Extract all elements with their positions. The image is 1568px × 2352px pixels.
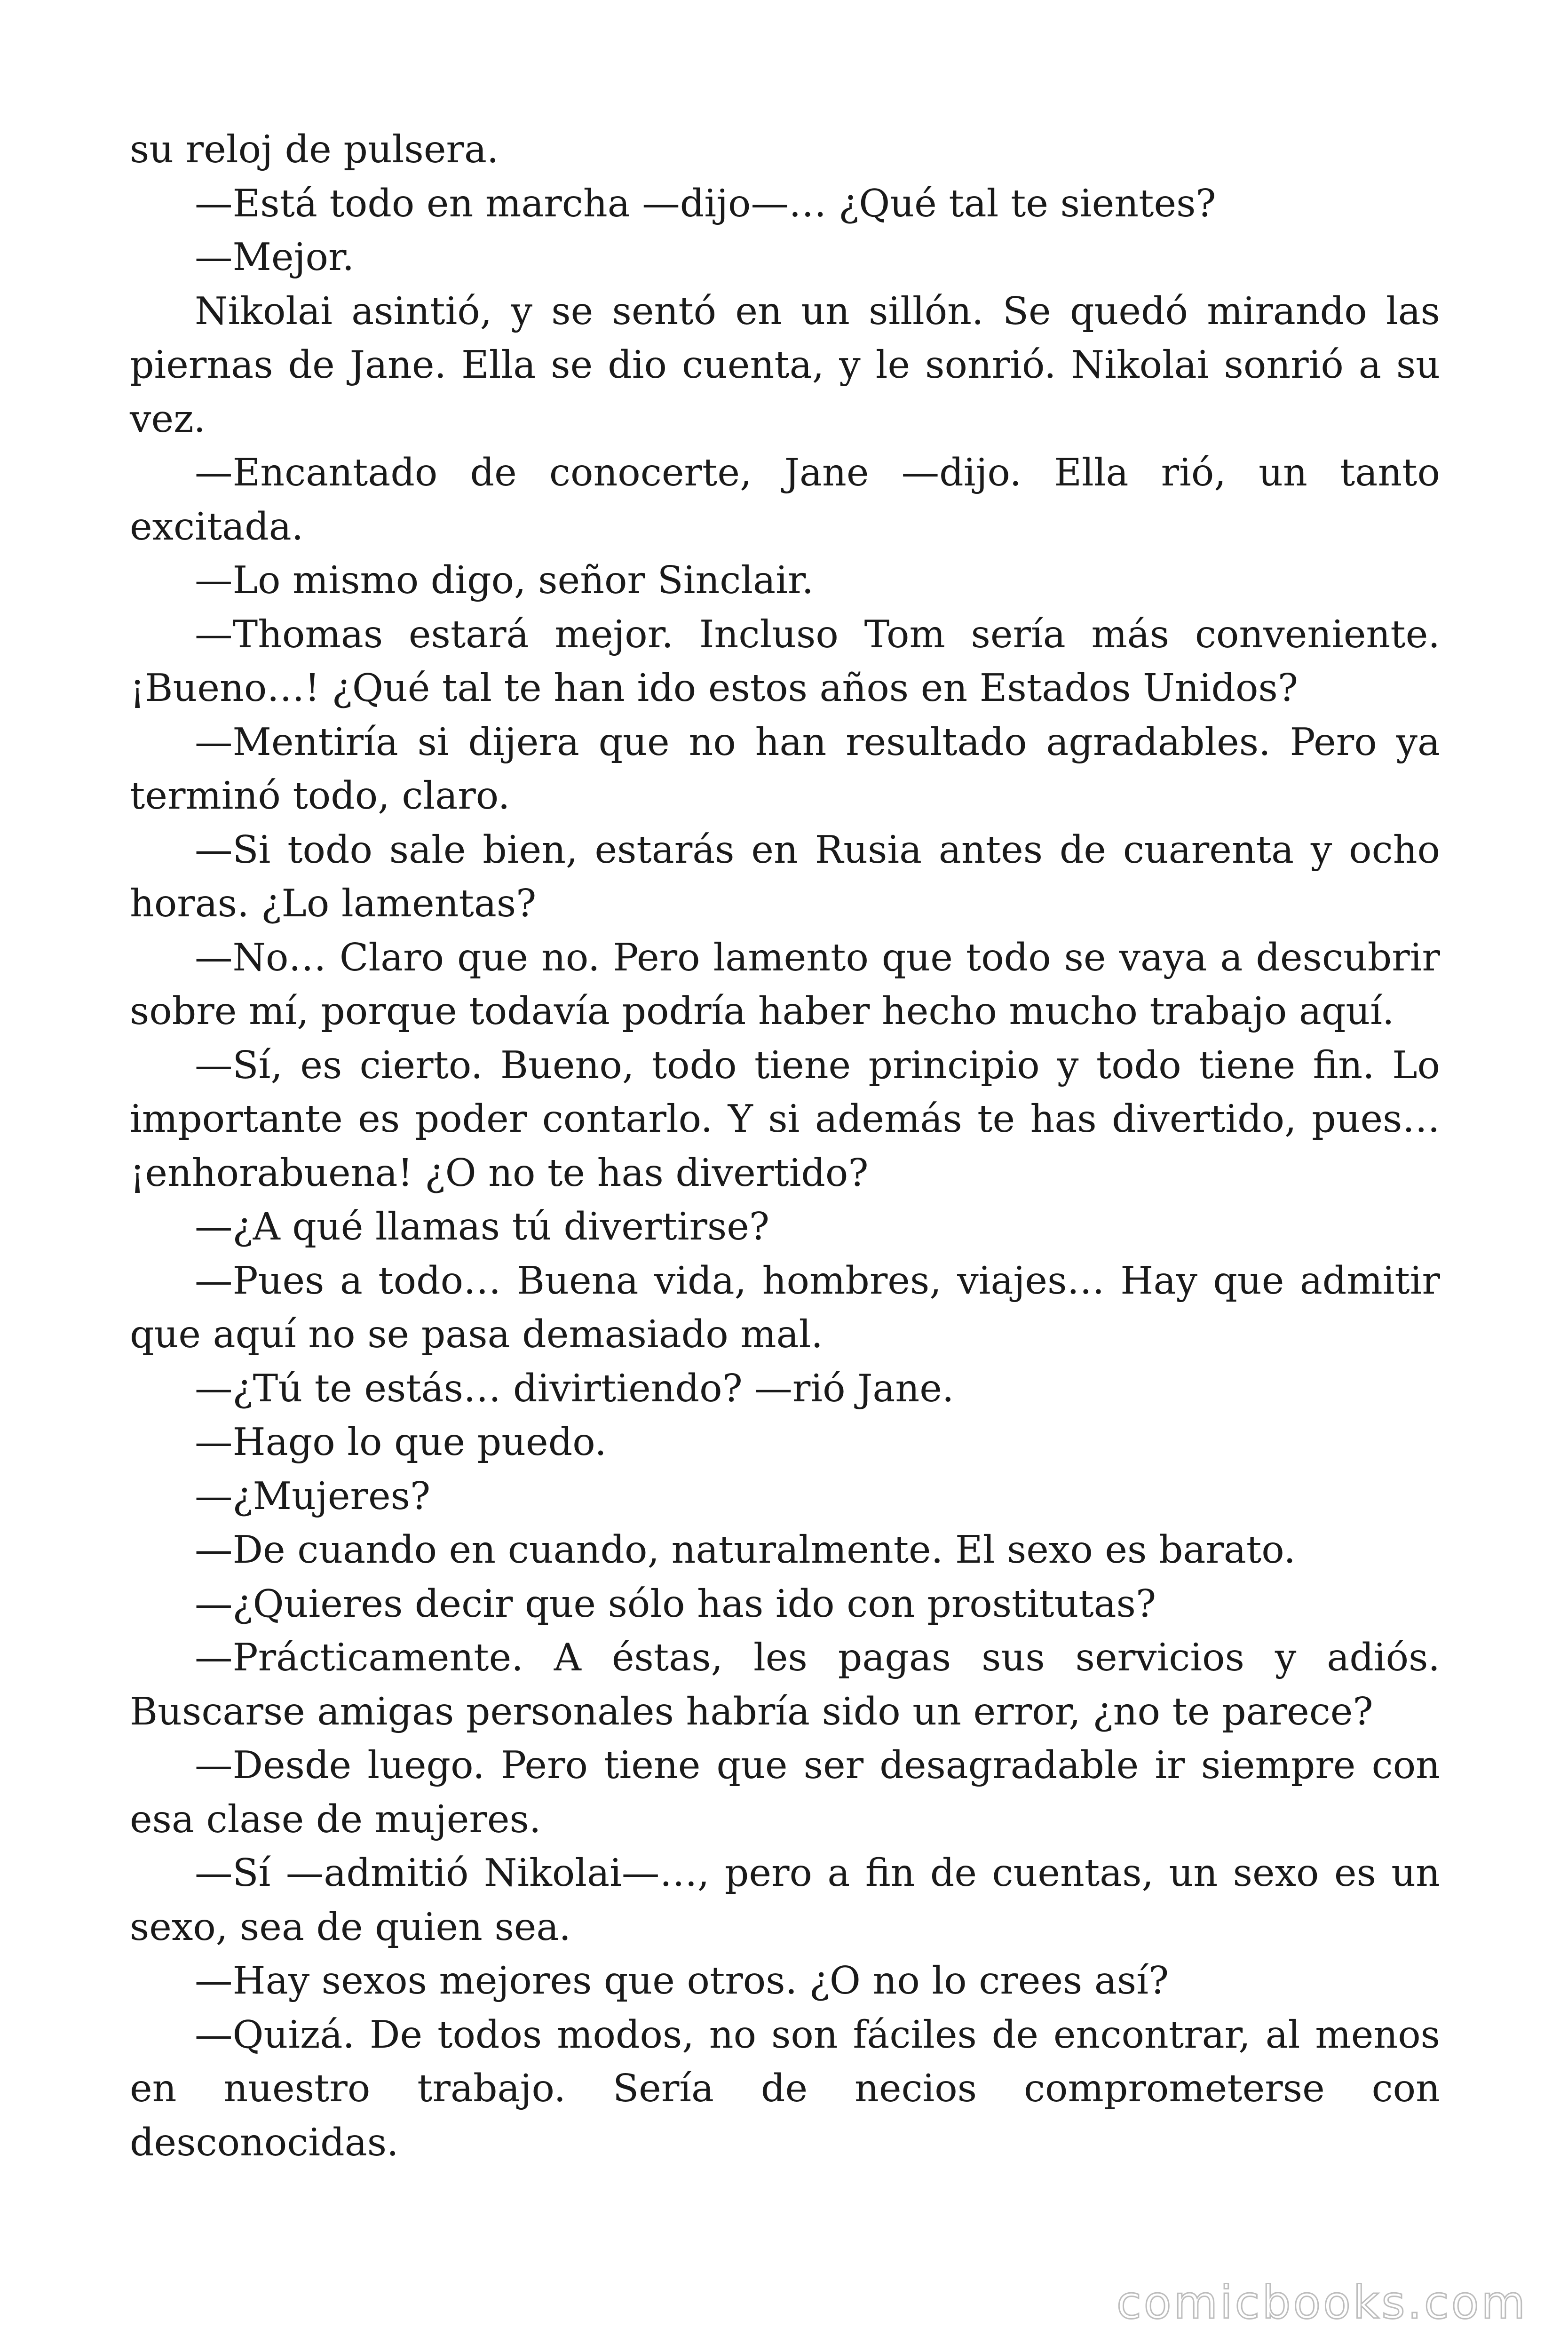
paragraph-19: —Prácticamente. A éstas, les pagas sus servicios y adiós. Buscarse amigas personales habría sido un error, ¿no te parece?	[130, 1635, 1440, 1733]
paragraph-14: —¿Tú te estás… divirtiendo? —rió Jane.	[195, 1366, 954, 1410]
paragraph-22: —Hay sexos mejores que otros. ¿O no lo crees así?	[195, 1958, 1169, 2002]
paragraph-20: —Desde luego. Pero tiene que ser desagradable ir siempre con esa clase de mujeres.	[130, 1743, 1440, 1841]
paragraph-3: —Mejor.	[195, 235, 355, 279]
paragraph-21: —Sí —admitió Nikolai—…, pero a fin de cuentas, un sexo es un sexo, sea de quien sea.	[130, 1851, 1440, 1949]
watermark-logo: comicbooks.com	[1116, 2276, 1528, 2329]
paragraph-2: —Está todo en marcha —dijo—… ¿Qué tal te sientes?	[195, 181, 1216, 225]
paragraph-15: —Hago lo que puedo.	[195, 1420, 607, 1464]
paragraph-23: —Quizá. De todos modos, no son fáciles de encontrar, al menos en nuestro trabajo. Sería de necios comprometerse con desconocidas.	[130, 2012, 1440, 2164]
paragraph-12: —¿A qué llamas tú divertirse?	[195, 1204, 770, 1248]
paragraph-8: —Mentiría si dijera que no han resultado agradables. Pero ya terminó todo, claro.	[130, 719, 1440, 818]
paragraph-13: —Pues a todo… Buena vida, hombres, viajes… Hay que admitir que aquí no se pasa demasiado mal.	[130, 1258, 1440, 1356]
paragraph-17: —De cuando en cuando, naturalmente. El sexo es barato.	[195, 1527, 1296, 1572]
page-body-text	[130, 122, 1440, 2169]
paragraph-7: —Thomas estará mejor. Incluso Tom sería más conveniente. ¡Bueno…! ¿Qué tal te han ido estos años en Estados Unidos?	[130, 612, 1440, 710]
paragraph-10: —No… Claro que no. Pero lamento que todo se vaya a descubrir sobre mí, porque todavía podría haber hecho mucho trabajo aquí.	[130, 935, 1440, 1033]
paragraph-5: —Encantado de conocerte, Jane —dijo. Ella rió, un tanto excitada.	[130, 450, 1440, 548]
paragraph-4: Nikolai asintió, y se sentó en un sillón. Se quedó mirando las piernas de Jane. Ella se dio cuenta, y le sonrió. Nikolai sonrió a su vez.	[130, 288, 1440, 441]
paragraph-18: —¿Quieres decir que sólo has ido con prostitutas?	[195, 1581, 1156, 1626]
paragraph-11: —Sí, es cierto. Bueno, todo tiene principio y todo tiene fin. Lo importante es poder contarlo. Y si además te has divertido, pues… ¡enhorabuena! ¿O no te has divertido?	[130, 1042, 1440, 1195]
paragraph-9: —Si todo sale bien, estarás en Rusia antes de cuarenta y ocho horas. ¿Lo lamentas?	[130, 827, 1440, 925]
paragraph-16: —¿Mujeres?	[195, 1473, 431, 1518]
paragraph-1: su reloj de pulsera.	[130, 127, 499, 171]
paragraph-6: —Lo mismo digo, señor Sinclair.	[195, 558, 814, 602]
